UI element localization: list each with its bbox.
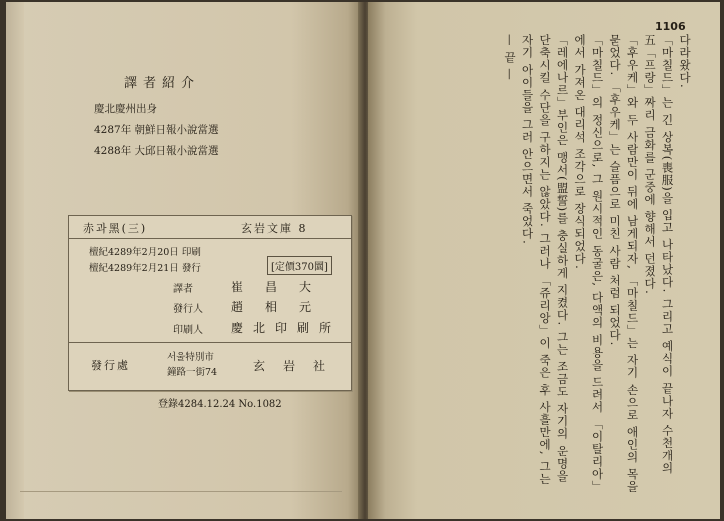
text-column: 단축시킬 수단을 구하지는 않았다. 그러나 「쥬리앙」이 죽은 후 사흘만에, 그는 bbox=[538, 34, 552, 486]
translator-intro-title: 譯者紹介 bbox=[124, 76, 201, 91]
translator-role: 譯者 bbox=[173, 284, 193, 295]
colophon-box bbox=[68, 215, 352, 391]
printer-name: 慶北印刷所 bbox=[231, 321, 342, 335]
publish-date: 檀紀4289年2月21日 發行 bbox=[89, 263, 201, 274]
text-column: 「후우케」와 두 사람만이 뒤에 남게되자, 「마칠드」는 자기 손으로 애인의 목을 bbox=[625, 34, 640, 494]
translator-intro bbox=[94, 72, 324, 158]
colophon-publisher-row bbox=[69, 342, 351, 390]
text-column: 五「프랑」짜리 금화를 군중에 향해서 던졌다. bbox=[643, 34, 657, 295]
publisher-name: 趙相元 bbox=[231, 300, 334, 314]
text-column: 에서 가져온 대리석 조각으로 장식되었다. bbox=[573, 34, 587, 270]
vertical-text-body bbox=[493, 34, 693, 504]
page-edge bbox=[6, 2, 24, 519]
colophon-header bbox=[69, 216, 351, 239]
text-column: 「마칠드」는 긴 상복(喪服)을 입고 나타났다. 그리고 예식이 끝나자 수천개의 bbox=[660, 34, 675, 475]
translator-award-2: 4288年 大邱日報小說當選 bbox=[94, 145, 219, 157]
translator-origin: 慶北慶州出身 bbox=[94, 103, 157, 115]
text-column: 묻었다. 「후우케」는 슬픔으로 미친 사람 처럼 되었다. bbox=[608, 34, 622, 347]
publisher-role: 發行人 bbox=[173, 304, 203, 315]
colophon-body bbox=[69, 238, 351, 342]
text-column: 「마칠드」의 정신으로, 그 원시적인 동굴은, 다액의 비용을 드려서 「이탈리아」 bbox=[590, 34, 605, 494]
book-title: 赤과黑(三) bbox=[83, 222, 148, 235]
publishing-house-name: 玄岩社 bbox=[253, 359, 344, 373]
registration-number: 登錄4284.12.24 No.1082 bbox=[158, 399, 282, 410]
text-column: 다라왔다. bbox=[678, 34, 692, 89]
text-column: 「레에나르」부인은 맹서(盟誓)를 충실하게 지켰다. 그는 조금도 자기의 운명을 bbox=[555, 34, 570, 483]
price-label: [定價370圜] bbox=[267, 256, 332, 275]
publisher-address-line-2: 鐘路一街74 bbox=[167, 367, 218, 378]
printer-role: 印刷人 bbox=[173, 325, 203, 336]
page-bottom-rule bbox=[20, 491, 342, 492]
translator-name: 崔昌大 bbox=[231, 280, 334, 294]
series-name: 玄岩文庫 8 bbox=[241, 222, 308, 235]
translator-award-1: 4287年 朝鮮日報小說當選 bbox=[94, 124, 219, 136]
publisher-address-line-1: 서울特別市 bbox=[167, 352, 214, 363]
left-page bbox=[6, 2, 362, 519]
print-date: 檀紀4289年2月20日 印刷 bbox=[89, 247, 201, 258]
text-column: 자기 아이들을 그러 안으면서 죽었다. bbox=[520, 34, 535, 245]
page-number: 1106 bbox=[655, 20, 686, 33]
publishing-house-label: 發行處 bbox=[91, 359, 130, 372]
end-mark: — 끝 — bbox=[503, 34, 517, 81]
